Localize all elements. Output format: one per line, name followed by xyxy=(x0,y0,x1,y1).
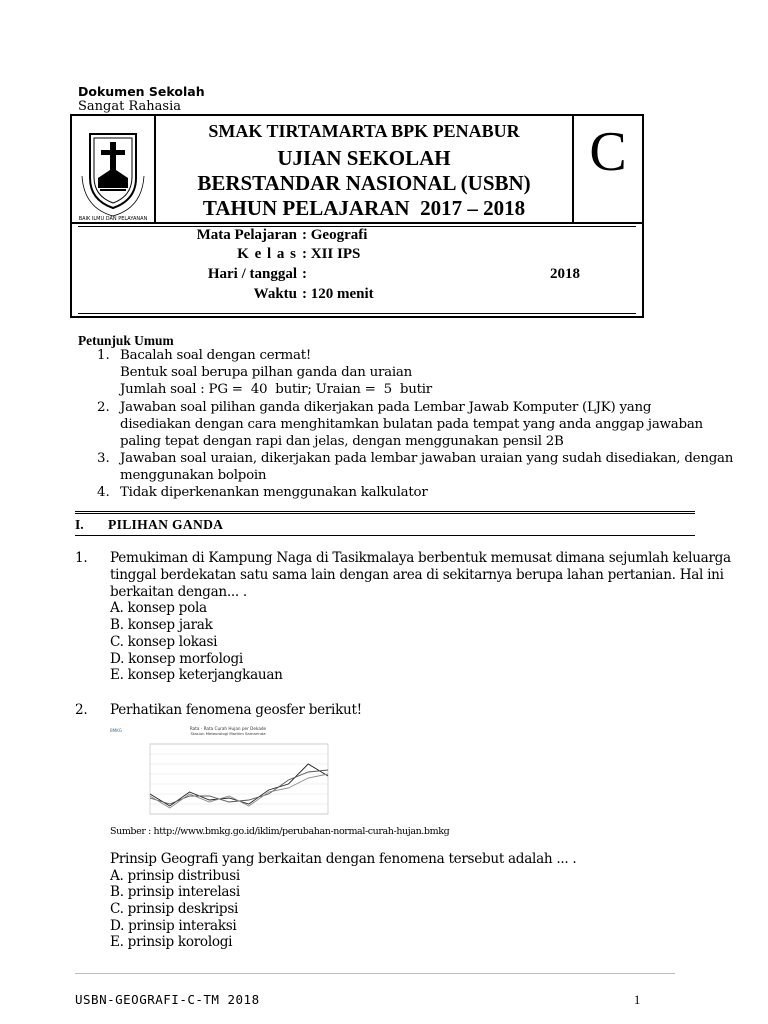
question-prompt: Prinsip Geografi yang berkaitan dengan fenomena tersebut adalah ... . xyxy=(110,851,577,867)
instruction-line: Jumlah soal : PG = 40 butir; Uraian = 5 butir xyxy=(120,382,432,397)
question-text: tinggal berdekatan satu sama lain dengan area di sekitarnya berupa lahan pertanian. Hal ini xyxy=(110,567,724,583)
answer-option: E. konsep keterjangkauan xyxy=(110,667,283,683)
section-title: PILIHAN GANDA xyxy=(108,517,224,532)
class-value: XII IPS xyxy=(310,246,361,262)
instructions-title: Petunjuk Umum xyxy=(78,333,174,348)
instruction-num: 1. xyxy=(97,348,110,363)
exam-variant-letter: C xyxy=(589,121,627,183)
instruction-num: 4. xyxy=(97,485,110,500)
answer-option: C. prinsip deskripsi xyxy=(110,901,239,917)
chart-series-line xyxy=(150,764,328,806)
instruction-line: Bacalah soal dengan cermat! xyxy=(120,348,311,363)
page-number: 1 xyxy=(634,993,641,1007)
instruction-line: menggunakan bolpoin xyxy=(120,468,267,483)
exam-info-box: Mata Pelajaran : Geografi K e l a s : XII IPS Hari / tanggal : 2018 Waktu : 120 menit xyxy=(70,222,644,318)
title-box xyxy=(154,114,574,224)
subject-value: Geografi xyxy=(310,227,368,243)
instruction-num: 3. xyxy=(97,451,110,466)
section-number: I. xyxy=(75,517,84,532)
chart-title: Rata - Rata Curah Hujan per Dekade xyxy=(189,726,267,731)
instruction-line: disediakan dengan cara menghitamkan bulatan pada tempat yang anda anggap jawaban xyxy=(120,417,703,432)
answer-option: A. prinsip distribusi xyxy=(110,868,240,884)
rainfall-chart xyxy=(108,722,334,820)
section-divider xyxy=(75,511,695,512)
exam-standard: BERSTANDAR NASIONAL (USBN) xyxy=(197,171,531,195)
footer-divider xyxy=(75,973,675,974)
school-logo-icon xyxy=(72,116,154,222)
section-divider xyxy=(75,513,695,514)
chart-series-line xyxy=(150,770,328,804)
secret-label: Sangat Rahasia xyxy=(78,99,181,114)
answer-option: D. konsep morfologi xyxy=(110,651,243,667)
instruction-line: paling tepat dengan rapi dan jelas, dengan menggunakan pensil 2B xyxy=(120,434,564,449)
time-value: 120 menit xyxy=(310,286,374,302)
answer-option: B. prinsip interelasi xyxy=(110,884,240,900)
chart-logo: BMKG xyxy=(110,728,122,733)
footer-doc-code: USBN-GEOGRAFI-C-TM 2018 xyxy=(75,992,260,1007)
chart-series-line xyxy=(150,774,328,808)
logo-box xyxy=(70,114,156,224)
chart-subtitle: Stasiun Meteorologi Maritim Samarinda xyxy=(190,731,266,736)
question-text: berkaitan dengan... . xyxy=(110,584,247,600)
instruction-line: Tidak diperkenankan menggunakan kalkulator xyxy=(120,485,428,500)
question-number: 1. xyxy=(75,550,88,566)
answer-option: D. prinsip interaksi xyxy=(110,918,237,934)
logo-motto: BAIK ILMU DAN PELAYANAN xyxy=(78,216,148,222)
question-number: 2. xyxy=(75,702,88,718)
school-name: SMAK TIRTAMARTA BPK PENABUR xyxy=(208,121,520,141)
answer-option: C. konsep lokasi xyxy=(110,634,218,650)
section-divider xyxy=(75,535,695,536)
instruction-line: Bentuk soal berupa pilhan ganda dan uraian xyxy=(120,365,413,380)
exam-title: UJIAN SEKOLAH xyxy=(277,146,451,170)
answer-option: E. prinsip korologi xyxy=(110,934,233,950)
document-label: Dokumen Sekolah xyxy=(78,84,205,99)
answer-option: A. konsep pola xyxy=(110,600,207,616)
instruction-line: Jawaban soal uraian, dikerjakan pada lembar jawaban uraian yang sudah disediakan, dengan xyxy=(120,451,734,466)
question-text: Pemukiman di Kampung Naga di Tasikmalaya berbentuk memusat dimana sejumlah keluarga xyxy=(110,550,731,566)
instruction-num: 2. xyxy=(97,400,110,415)
answer-option: B. konsep jarak xyxy=(110,617,213,633)
instruction-line: Jawaban soal pilihan ganda dikerjakan pada Lembar Jawab Komputer (LJK) yang xyxy=(120,400,652,415)
date-year: 2018 xyxy=(550,266,580,282)
academic-year: TAHUN PELAJARAN 2017 – 2018 xyxy=(202,196,526,220)
chart-source: Sumber : http://www.bmkg.go.id/iklim/perubahan-normal-curah-hujan.bmkg xyxy=(110,826,450,837)
question-text: Perhatikan fenomena geosfer berikut! xyxy=(110,702,362,718)
